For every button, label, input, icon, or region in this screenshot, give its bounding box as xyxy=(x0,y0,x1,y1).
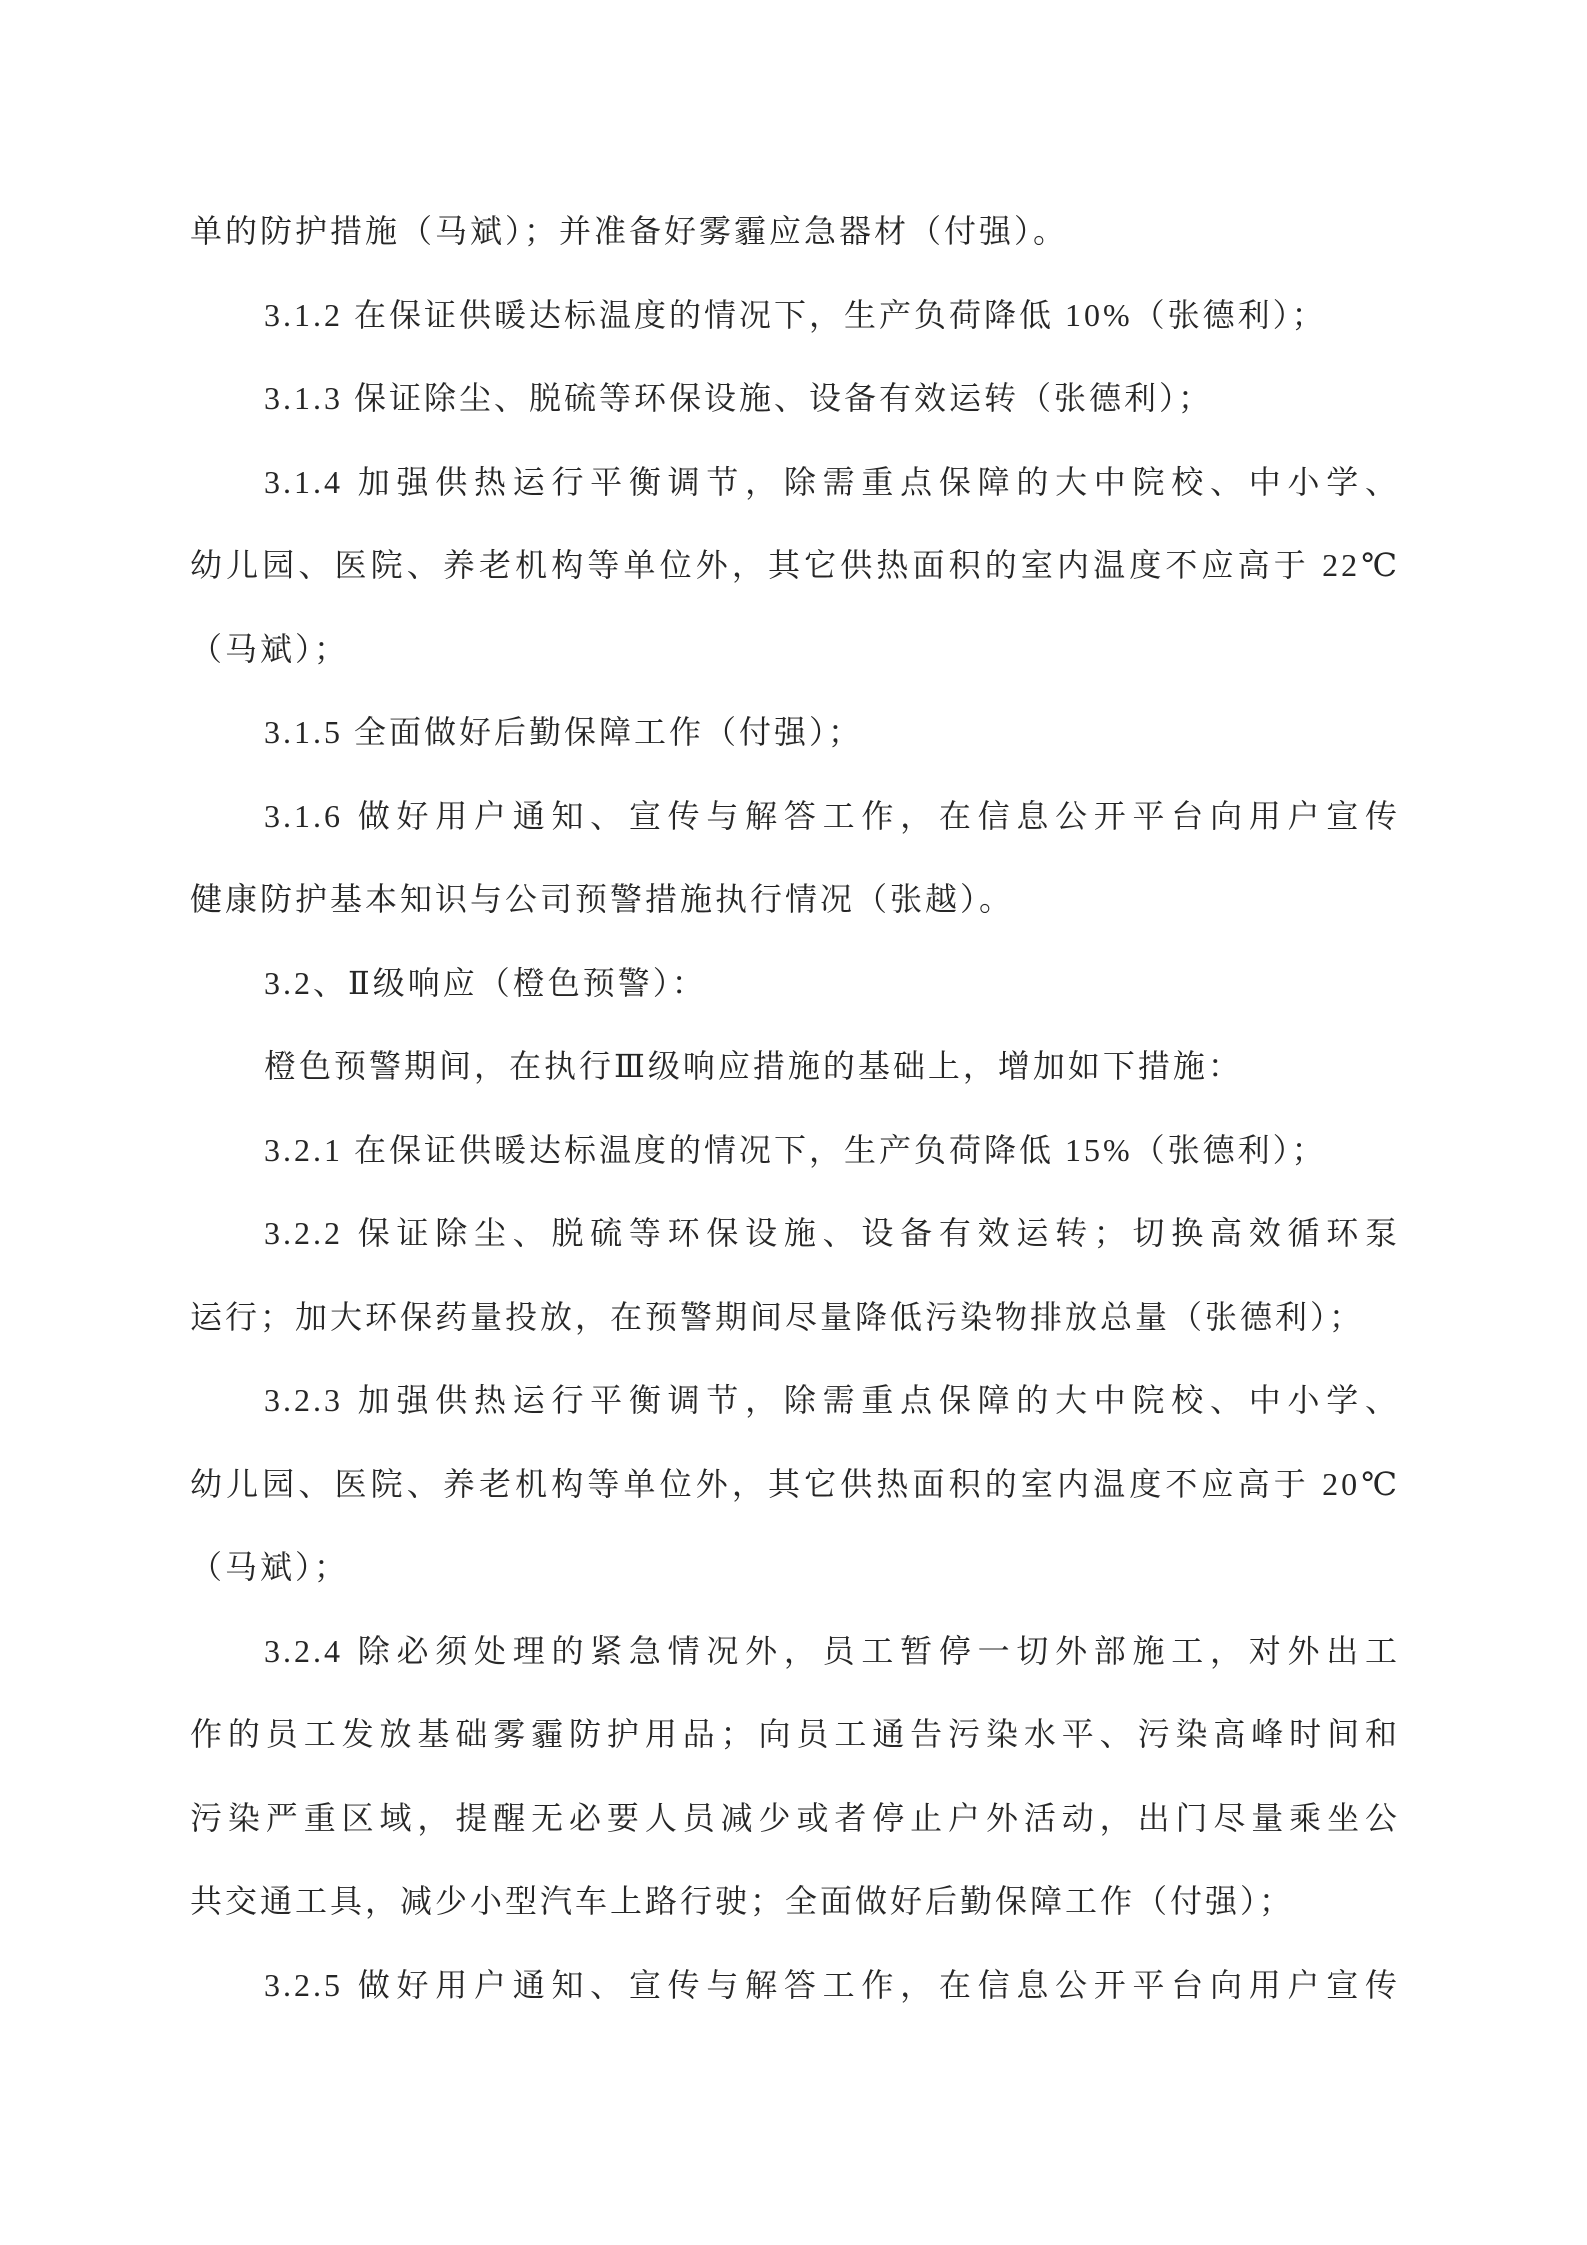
text-line: 3.1.4 加强供热运行平衡调节，除需重点保障的大中院校、中小学、 xyxy=(264,463,1400,500)
paragraph xyxy=(190,1610,1400,1944)
text-line: 3.2、Ⅱ级响应（橙色预警）： xyxy=(264,964,707,1001)
text-line: 作的员工发放基础雾霾防护用品；向员工通告污染水平、污染高峰时间和 xyxy=(190,1716,1400,1752)
paragraph xyxy=(190,190,1400,274)
text-line: 3.2.4 除必须处理的紧急情况外，员工暂停一切外部施工，对外出工 xyxy=(264,1632,1400,1669)
text-line: 运行；加大环保药量投放，在预警期间尽量降低污染物排放总量（张德利）； xyxy=(190,1298,1365,1335)
text-line: （马斌）； xyxy=(190,1549,350,1585)
text-line: 单的防护措施（马斌）；并准备好雾霾应急器材（付强）。 xyxy=(190,213,1069,249)
paragraph xyxy=(190,1359,1400,1610)
text-line: 3.2.3 加强供热运行平衡调节，除需重点保障的大中院校、中小学、 xyxy=(264,1382,1400,1418)
text-line: 健康防护基本知识与公司预警措施执行情况（张越）。 xyxy=(190,881,1015,917)
paragraph xyxy=(190,942,1400,1026)
paragraph xyxy=(190,357,1400,441)
paragraph xyxy=(190,691,1400,775)
text-line: 3.2.1 在保证供暖达标温度的情况下，生产负荷降低 15%（张德利）； xyxy=(264,1131,1327,1168)
paragraph xyxy=(190,1944,1400,2028)
paragraph xyxy=(190,1109,1400,1193)
text-line: 共交通工具，减少小型汽车上路行驶；全面做好后勤保障工作（付强）； xyxy=(190,1883,1295,1919)
text-line: 3.1.5 全面做好后勤保障工作（付强）； xyxy=(264,714,864,750)
text-line: 橙色预警期间，在执行Ⅲ级响应措施的基础上，增加如下措施： xyxy=(264,1048,1243,1084)
text-line: 3.1.2 在保证供暖达标温度的情况下，生产负荷降低 10%（张德利）； xyxy=(264,296,1327,333)
paragraph xyxy=(190,1025,1400,1109)
paragraph xyxy=(190,775,1400,942)
text-line: 幼儿园、医院、养老机构等单位外，其它供热面积的室内温度不应高于 20℃ xyxy=(190,1465,1400,1502)
paragraph xyxy=(190,274,1400,358)
text-line: 3.1.3 保证除尘、脱硫等环保设施、设备有效运转（张德利）； xyxy=(264,380,1214,416)
text-line: 污染严重区域，提醒无必要人员减少或者停止户外活动，出门尽量乘坐公 xyxy=(190,1799,1400,1836)
text-line: 3.2.2 保证除尘、脱硫等环保设施、设备有效运转；切换高效循环泵 xyxy=(264,1215,1400,1251)
text-line: （马斌）； xyxy=(190,630,350,667)
paragraph xyxy=(190,1192,1400,1359)
text-line: 3.1.6 做好用户通知、宣传与解答工作，在信息公开平台向用户宣传 xyxy=(264,797,1400,834)
text-line: 3.2.5 做好用户通知、宣传与解答工作，在信息公开平台向用户宣传 xyxy=(264,1966,1400,2003)
text-line: 幼儿园、医院、养老机构等单位外，其它供热面积的室内温度不应高于 22℃ xyxy=(190,547,1400,583)
paragraph xyxy=(190,441,1400,692)
document-body xyxy=(190,190,1400,2027)
